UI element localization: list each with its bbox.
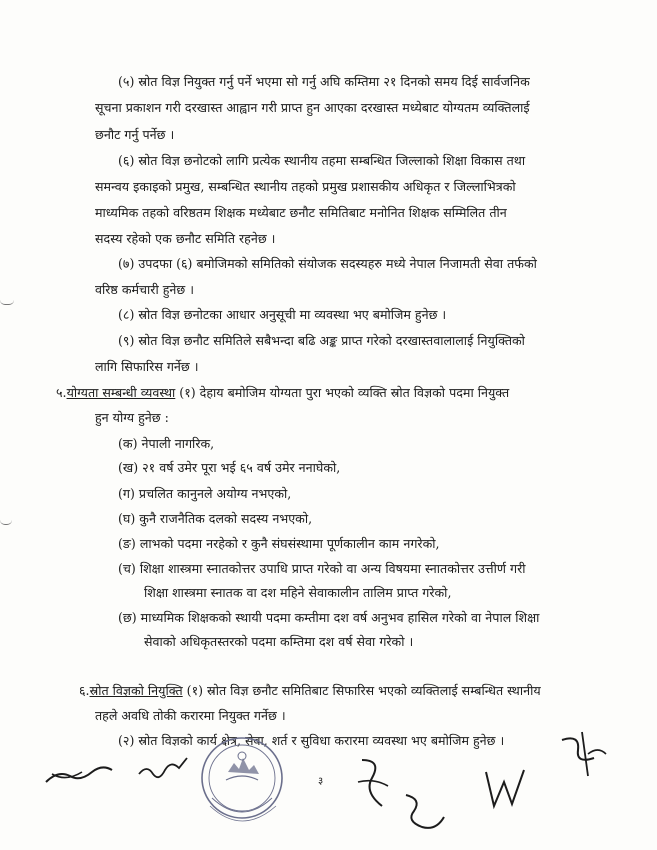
section-6-line-3: (२) स्रोत विज्ञको कार्य क्षेत्र, सेवा, शर्त र सुविधा करारमा व्यवस्था भए बमोजिम हुनेछ । <box>118 733 505 748</box>
section-6-number: ६. <box>79 683 90 698</box>
para-7-line-1: (७) उपदफा (६) बमोजिमको समितिको संयोजक सदस्यहरु मध्ये नेपाल निजामती सेवा तर्फको <box>118 256 537 271</box>
section-6-heading: स्रोत विज्ञको नियुक्ति <box>89 683 183 698</box>
section-5-number: ५. <box>56 385 67 400</box>
section-5-heading-line <box>56 385 509 401</box>
margin-mark-bottom <box>0 520 12 525</box>
para-6-line-1: (६) स्रोत विज्ञ छनोटको लागि प्रत्येक स्थानीय तहमा सम्बन्धित जिल्लाको शिक्षा विकास तथा <box>118 153 526 168</box>
section-5-item-cha-line-2: शिक्षा शास्त्रमा स्नातक वा दश महिने सेवाकालीन तालिम प्राप्त गरेको, <box>144 585 452 600</box>
para-8-line: (८) स्रोत विज्ञ छनोटका आधार अनुसूची मा व्यवस्था भए बमोजिम हुनेछ । <box>118 307 447 322</box>
margin-mark-top <box>0 300 14 305</box>
section-5-item-chha-line-1: (छ) माध्यमिक शिक्षकको स्थायी पदमा कम्तीमा दश वर्ष अनुभव हासिल गरेको वा नेपाल शिक्षा <box>118 610 540 625</box>
section-5-item-gha: (घ) कुनै राजनैतिक दलको सदस्य नभएको, <box>118 511 313 526</box>
section-5-item-nga: (ङ) लाभको पदमा नरहेको र कुनै संघसंस्थामा पूर्णकालीन काम नगरेको, <box>118 536 440 551</box>
section-5-item-chha-line-2: सेवाको अधिकृतस्तरको पदमा कम्तिमा दश वर्ष सेवा गरेको । <box>144 634 414 649</box>
section-5-item-ga: (ग) प्रचलित कानुनले अयोग्य नभएको, <box>118 486 292 501</box>
para-9-line-1: (९) स्रोत विज्ञ छनौट समितिले सबैभन्दा बढि अङ्क प्राप्त गरेको दरखास्तवालालाई नियुक्तिको <box>118 333 525 348</box>
section-5-intro-line-2: हुन योग्य हुनेछ : <box>95 410 169 425</box>
para-5-line-1: (५) स्रोत विज्ञ नियुक्त गर्नु पर्ने भएमा सो गर्नु अघि कम्तिमा २१ दिनको समय दिई सार्वजनिक <box>118 74 530 89</box>
signature-3 <box>352 752 402 812</box>
section-5-item-kha: (ख) २१ वर्ष उमेर पूरा भई ६५ वर्ष उमेर ननाघेको, <box>118 460 341 475</box>
signature-2 <box>135 752 195 792</box>
signature-1 <box>40 752 120 792</box>
signature-6 <box>552 726 612 786</box>
para-6-line-3: माध्यमिक तहको वरिष्ठतम शिक्षक मध्येबाट छनौट समितिबाट मनोनित शिक्षक सम्मिलित तीन <box>95 205 507 220</box>
section-6-line-2: तहले अवधि तोकी करारमा नियुक्त गर्नेछ । <box>95 708 286 723</box>
official-stamp <box>198 732 288 832</box>
section-5-item-cha-line-1: (च) शिक्षा शास्त्रमा स्नातकोत्तर उपाधि प्राप्त गरेको वा अन्य विषयमा स्नातकोत्तर उत्तीर्ण गरी <box>118 561 526 576</box>
para-5-line-3: छनौट गर्नु पर्नेछ । <box>95 127 175 142</box>
signature-4 <box>398 785 448 835</box>
section-6-heading-line <box>79 683 541 699</box>
page-number: ३ <box>318 776 324 787</box>
para-6-line-2: समन्वय इकाइको प्रमुख, सम्बन्धित स्थानीय तहको प्रमुख प्रशासकीय अधिकृत र जिल्लाभित्रको <box>95 179 516 194</box>
signature-5 <box>480 764 530 814</box>
para-9-line-2: लागि सिफारिस गर्नेछ । <box>95 359 199 374</box>
section-6-line-1: (१) स्रोत विज्ञ छनौट समितिबाट सिफारिस भएको व्यक्तिलाई सम्बन्धित स्थानीय <box>182 683 541 698</box>
section-5-intro: (१) देहाय बमोजिम योग्यता पुरा भएको व्यक्ति स्रोत विज्ञको पदमा नियुक्त <box>175 385 510 400</box>
section-5-item-ka: (क) नेपाली नागरिक, <box>118 436 215 451</box>
para-7-line-2: वरिष्ठ कर्मचारी हुनेछ । <box>95 282 194 297</box>
para-5-line-2: सूचना प्रकाशन गरी दरखास्त आह्वान गरी प्राप्त हुन आएका दरखास्त मध्येबाट योग्यतम व्यक्तिलाई <box>95 100 530 115</box>
section-5-heading: योग्यता सम्बन्धी व्यवस्था <box>66 385 176 400</box>
para-6-line-4: सदस्य रहेको एक छनौट समिति रहनेछ । <box>95 231 276 246</box>
